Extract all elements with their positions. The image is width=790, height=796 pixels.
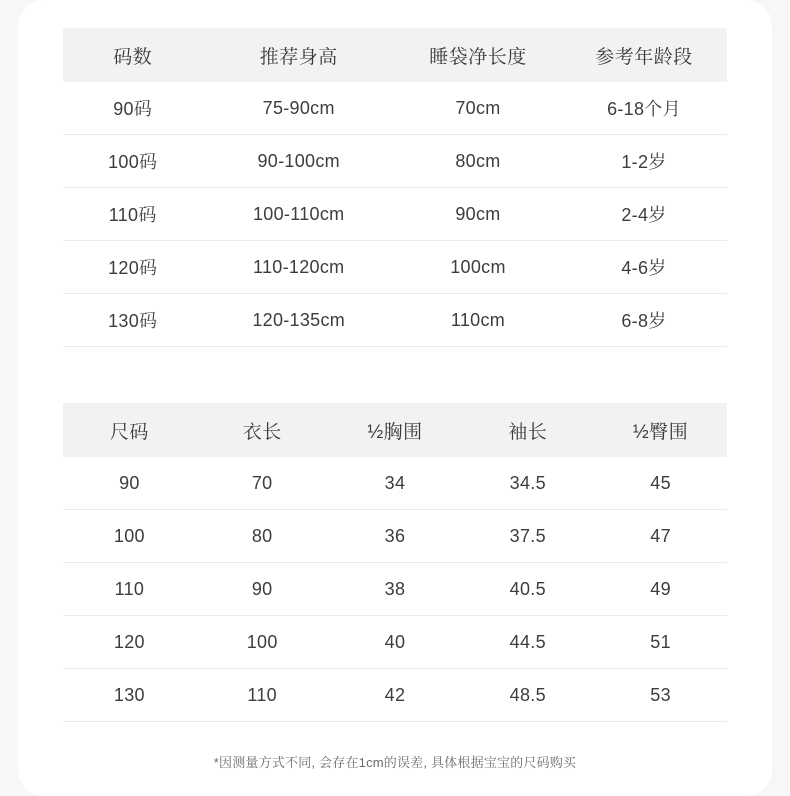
table-cell: 37.5 bbox=[461, 510, 594, 563]
column-header: 码数 bbox=[63, 28, 202, 82]
table-cell: 36 bbox=[329, 510, 462, 563]
table-cell: 44.5 bbox=[461, 616, 594, 669]
table-cell: 110cm bbox=[395, 294, 561, 347]
table-cell: 6-8岁 bbox=[561, 294, 727, 347]
column-header: 参考年龄段 bbox=[561, 28, 727, 82]
table-row bbox=[63, 510, 727, 563]
table-row bbox=[63, 616, 727, 669]
table-cell: 49 bbox=[594, 563, 727, 616]
table-cell: 53 bbox=[594, 669, 727, 722]
table-cell: 130码 bbox=[63, 294, 202, 347]
table-row bbox=[63, 457, 727, 510]
tables-container bbox=[63, 28, 727, 771]
column-header: 推荐身高 bbox=[202, 28, 395, 82]
table-cell: 75-90cm bbox=[202, 82, 395, 135]
column-header: ½胸围 bbox=[329, 403, 462, 457]
table-header-row bbox=[63, 403, 727, 457]
table-row bbox=[63, 563, 727, 616]
column-header: 尺码 bbox=[63, 403, 196, 457]
table-cell: 90 bbox=[63, 457, 196, 510]
table-cell: 100 bbox=[63, 510, 196, 563]
table-cell: 2-4岁 bbox=[561, 188, 727, 241]
table-header-row bbox=[63, 28, 727, 82]
table-cell: 110-120cm bbox=[202, 241, 395, 294]
table-cell: 120-135cm bbox=[202, 294, 395, 347]
table-cell: 47 bbox=[594, 510, 727, 563]
table-cell: 90 bbox=[196, 563, 329, 616]
column-header: 袖长 bbox=[461, 403, 594, 457]
table-cell: 34.5 bbox=[461, 457, 594, 510]
table-row bbox=[63, 241, 727, 294]
table-cell: 48.5 bbox=[461, 669, 594, 722]
garment-measurement-table bbox=[63, 403, 727, 722]
table-cell: 51 bbox=[594, 616, 727, 669]
table-row bbox=[63, 669, 727, 722]
table-row bbox=[63, 294, 727, 347]
table-cell: 110 bbox=[63, 563, 196, 616]
column-header: 衣长 bbox=[196, 403, 329, 457]
table-cell: 100cm bbox=[395, 241, 561, 294]
table-cell: 90cm bbox=[395, 188, 561, 241]
table-cell: 70cm bbox=[395, 82, 561, 135]
table-cell: 80 bbox=[196, 510, 329, 563]
table-cell: 4-6岁 bbox=[561, 241, 727, 294]
table-cell: 90-100cm bbox=[202, 135, 395, 188]
table-cell: 110 bbox=[196, 669, 329, 722]
table-cell: 100-110cm bbox=[202, 188, 395, 241]
table-cell: 110码 bbox=[63, 188, 202, 241]
table-cell: 80cm bbox=[395, 135, 561, 188]
table-cell: 100 bbox=[196, 616, 329, 669]
sleeping-bag-size-table bbox=[63, 28, 727, 347]
table-cell: 40 bbox=[329, 616, 462, 669]
measurement-note: *因测量方式不同, 会存在1cm的误差, 具体根据宝宝的尺码购买 bbox=[213, 755, 577, 770]
table-cell: 34 bbox=[329, 457, 462, 510]
column-header: 睡袋净长度 bbox=[395, 28, 561, 82]
table-cell: 42 bbox=[329, 669, 462, 722]
content-card bbox=[18, 0, 772, 796]
table-cell: 90码 bbox=[63, 82, 202, 135]
table-cell: 40.5 bbox=[461, 563, 594, 616]
table-spacer bbox=[63, 347, 727, 403]
table-cell: 45 bbox=[594, 457, 727, 510]
table-row bbox=[63, 82, 727, 135]
table-cell: 1-2岁 bbox=[561, 135, 727, 188]
table-cell: 100码 bbox=[63, 135, 202, 188]
table-cell: 70 bbox=[196, 457, 329, 510]
table-cell: 6-18个月 bbox=[561, 82, 727, 135]
table-cell: 120码 bbox=[63, 241, 202, 294]
table-row bbox=[63, 135, 727, 188]
table-cell: 130 bbox=[63, 669, 196, 722]
table-row bbox=[63, 188, 727, 241]
table-cell: 38 bbox=[329, 563, 462, 616]
column-header: ½臀围 bbox=[594, 403, 727, 457]
table-cell: 120 bbox=[63, 616, 196, 669]
